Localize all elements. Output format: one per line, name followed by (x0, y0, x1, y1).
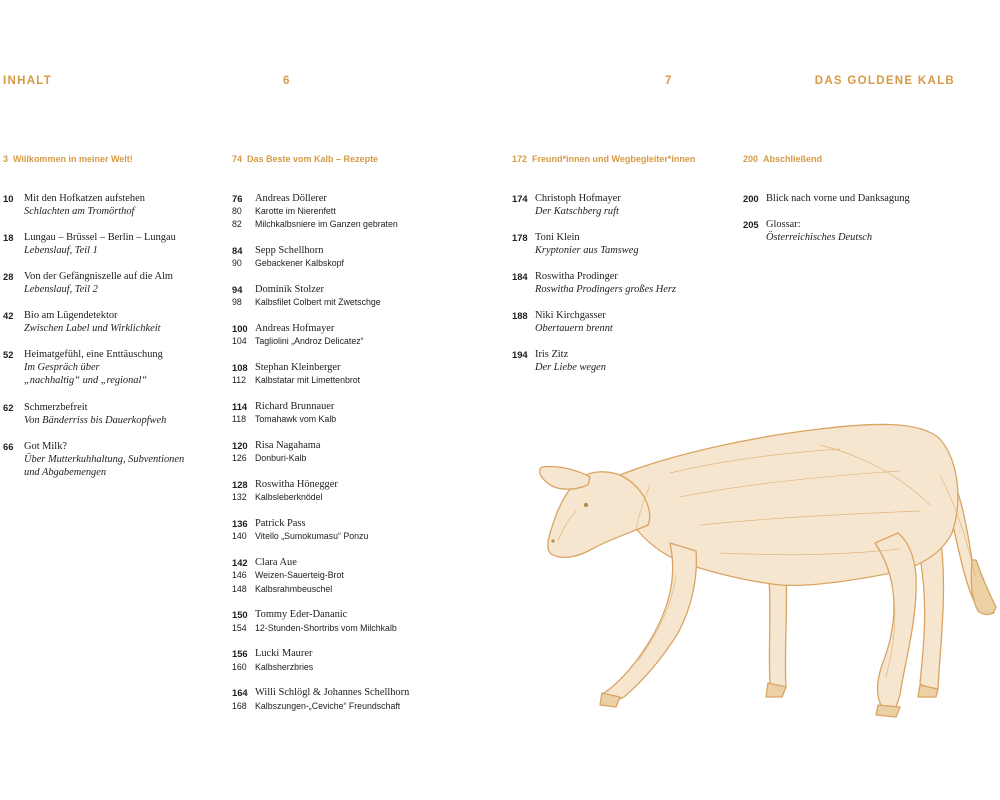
entry-subtitle: Schlachten am Tromörthof (24, 206, 135, 218)
recipe-title: Tomahawk vom Kalb (255, 414, 337, 425)
recipe-page-number: 148 (232, 583, 247, 594)
entry-page-number: 178 (512, 232, 528, 243)
entry-page-number: 200 (743, 193, 759, 204)
entry-title: Blick nach vorne und Danksagung (766, 193, 910, 204)
recipe-title: Vitello „Sumokumasu“ Ponzu (255, 531, 369, 542)
recipe-title: Kalbsleberknödel (255, 492, 323, 503)
entry-title: Bio am Lügendetektor (24, 310, 118, 321)
entry-subtitle: Kryptonier aus Tamsweg (535, 245, 639, 257)
entry-subtitle: Lebenslauf, Teil 2 (24, 284, 98, 296)
recipe-title: Weizen-Sauerteig-Brot (255, 570, 344, 581)
section-title: Freund*innen und Wegbegleiter*innen (532, 154, 696, 164)
entry-page-number: 100 (232, 323, 248, 335)
entry-page-number: 184 (512, 271, 528, 282)
recipe-title: Kalbsfilet Colbert mit Zwetschge (255, 297, 381, 308)
recipe-title: Kalbstatar mit Limettenbrot (255, 375, 361, 386)
section-heading (3, 152, 133, 166)
running-head-right-title: DAS GOLDENE KALB (814, 75, 955, 87)
entry-page-number: 18 (3, 232, 14, 243)
page-number-left: 6 (283, 75, 291, 87)
recipe-page-number: 80 (232, 206, 242, 217)
recipe-page-number: 98 (232, 297, 242, 308)
entry-page-number: 164 (232, 687, 248, 699)
recipe-page-number: 82 (232, 219, 242, 230)
entry-page-number: 62 (3, 402, 14, 413)
chef-name: Patrick Pass (255, 518, 306, 530)
entry-page-number: 10 (3, 193, 14, 204)
entry-title: Heimatgefühl, eine Enttäuschung (24, 349, 163, 360)
entry-title: Iris Zitz (535, 349, 569, 360)
entry-page-number: 94 (232, 284, 243, 296)
entry-title: Lungau – Brüssel – Berlin – Lungau (24, 232, 176, 243)
section-page-number: 172 (512, 154, 528, 164)
recipe-title: Donburi-Kalb (255, 453, 307, 464)
section-title: Das Beste vom Kalb – Rezepte (247, 154, 379, 164)
entry-page-number: 66 (3, 441, 14, 452)
entry-title: Mit den Hofkatzen aufstehen (24, 193, 145, 204)
recipe-title: Tagliolini „Androz Delicatez“ (255, 336, 364, 347)
entry-subtitle: Obertauern brennt (535, 323, 613, 335)
entry-page-number: 52 (3, 349, 14, 360)
entry-subtitle: und Abgabemengen (24, 467, 107, 479)
entry-page-number: 150 (232, 609, 248, 621)
entry-page-number: 156 (232, 648, 248, 660)
recipe-title: 12-Stunden-Shortribs vom Milchkalb (255, 622, 397, 633)
entry-page-number: 205 (743, 219, 759, 230)
entry-subtitle: Der Liebe wegen (535, 362, 606, 374)
chef-name: Roswitha Hönegger (255, 479, 338, 491)
recipe-title: Milchkalbsniere im Ganzen gebraten (255, 219, 398, 230)
chef-name: Risa Nagahama (255, 440, 321, 452)
chef-name: Richard Brunnauer (255, 401, 335, 413)
entry-page-number: 114 (232, 401, 248, 413)
calf-illustration (520, 415, 998, 725)
recipe-title: Karotte im Nierenfett (255, 206, 336, 217)
recipe-title: Gebackener Kalbskopf (255, 258, 344, 269)
entry-page-number: 136 (232, 518, 248, 530)
section-heading (232, 152, 378, 166)
entry-subtitle: Lebenslauf, Teil 1 (24, 245, 98, 257)
entry-subtitle: Der Katschberg ruft (535, 206, 619, 218)
entry-page-number: 120 (232, 440, 248, 452)
recipe-page-number: 146 (232, 570, 247, 581)
section-title: Willkommen in meiner Welt! (13, 154, 133, 164)
chef-name: Clara Aue (255, 557, 297, 569)
entry-title: Schmerzbefreit (24, 402, 88, 413)
entry-subtitle: Im Gespräch über (24, 362, 100, 374)
running-head-left-title: INHALT (3, 75, 53, 87)
entry-title: Toni Klein (535, 232, 580, 243)
section-heading (743, 152, 822, 166)
entry-subtitle: Österreichisches Deutsch (766, 232, 873, 244)
recipe-page-number: 90 (232, 258, 242, 269)
chef-name: Sepp Schellhorn (255, 245, 324, 257)
entry-title: Niki Kirchgasser (535, 310, 606, 321)
entry-title: Glossar: (766, 219, 801, 230)
recipe-page-number: 154 (232, 622, 247, 633)
recipe-page-number: 168 (232, 700, 247, 711)
page-number-right: 7 (665, 75, 673, 87)
entry-title: Roswitha Prodinger (535, 271, 618, 282)
entry-page-number: 84 (232, 245, 243, 257)
entry-title: Christoph Hofmayer (535, 193, 621, 204)
entry-subtitle: Von Bänderriss bis Dauerkopfweh (24, 415, 167, 427)
recipe-title: Kalbsrahmbeuschel (255, 583, 333, 594)
entry-page-number: 194 (512, 349, 528, 360)
recipe-page-number: 126 (232, 453, 247, 464)
entry-subtitle: Über Mutterkuhhaltung, Subventionen (24, 454, 185, 466)
recipe-page-number: 104 (232, 336, 247, 347)
recipe-page-number: 132 (232, 492, 247, 503)
recipe-title: Kalbsherzbries (255, 661, 314, 672)
entry-page-number: 42 (3, 310, 14, 321)
entry-subtitle: Roswitha Prodingers großes Herz (535, 284, 676, 296)
entry-page-number: 28 (3, 271, 14, 282)
chef-name: Dominik Stolzer (255, 284, 324, 296)
chef-name: Tommy Eder-Dananic (255, 609, 348, 621)
recipe-page-number: 140 (232, 531, 247, 542)
chef-name: Willi Schlögl & Johannes Schellhorn (255, 687, 410, 699)
entry-title: Von der Gefängniszelle auf die Alm (24, 271, 173, 282)
recipe-page-number: 112 (232, 375, 247, 386)
entry-page-number: 174 (512, 193, 528, 204)
recipe-title: Kalbszungen-„Ceviche“ Freundschaft (255, 700, 401, 711)
entry-page-number: 76 (232, 193, 243, 204)
chef-name: Stephan Kleinberger (255, 362, 341, 374)
section-page-number: 74 (232, 154, 243, 164)
section-title: Abschließend (763, 154, 823, 164)
entry-title: Got Milk? (24, 441, 68, 452)
entry-page-number: 128 (232, 479, 248, 491)
entry-page-number: 108 (232, 362, 248, 374)
section-page-number: 200 (743, 154, 759, 164)
section-page-number: 3 (3, 154, 9, 164)
entry-subtitle: „nachhaltig“ und „regional“ (24, 375, 148, 387)
entry-page-number: 142 (232, 557, 248, 569)
chef-name: Andreas Döllerer (255, 193, 327, 204)
recipe-page-number: 118 (232, 414, 247, 425)
recipe-page-number: 160 (232, 661, 247, 672)
entry-page-number: 188 (512, 310, 528, 321)
chef-name: Andreas Hofmayer (255, 323, 335, 335)
section-heading (512, 152, 695, 166)
chef-name: Lucki Maurer (255, 648, 313, 660)
entry-subtitle: Zwischen Label und Wirklichkeit (24, 323, 161, 335)
